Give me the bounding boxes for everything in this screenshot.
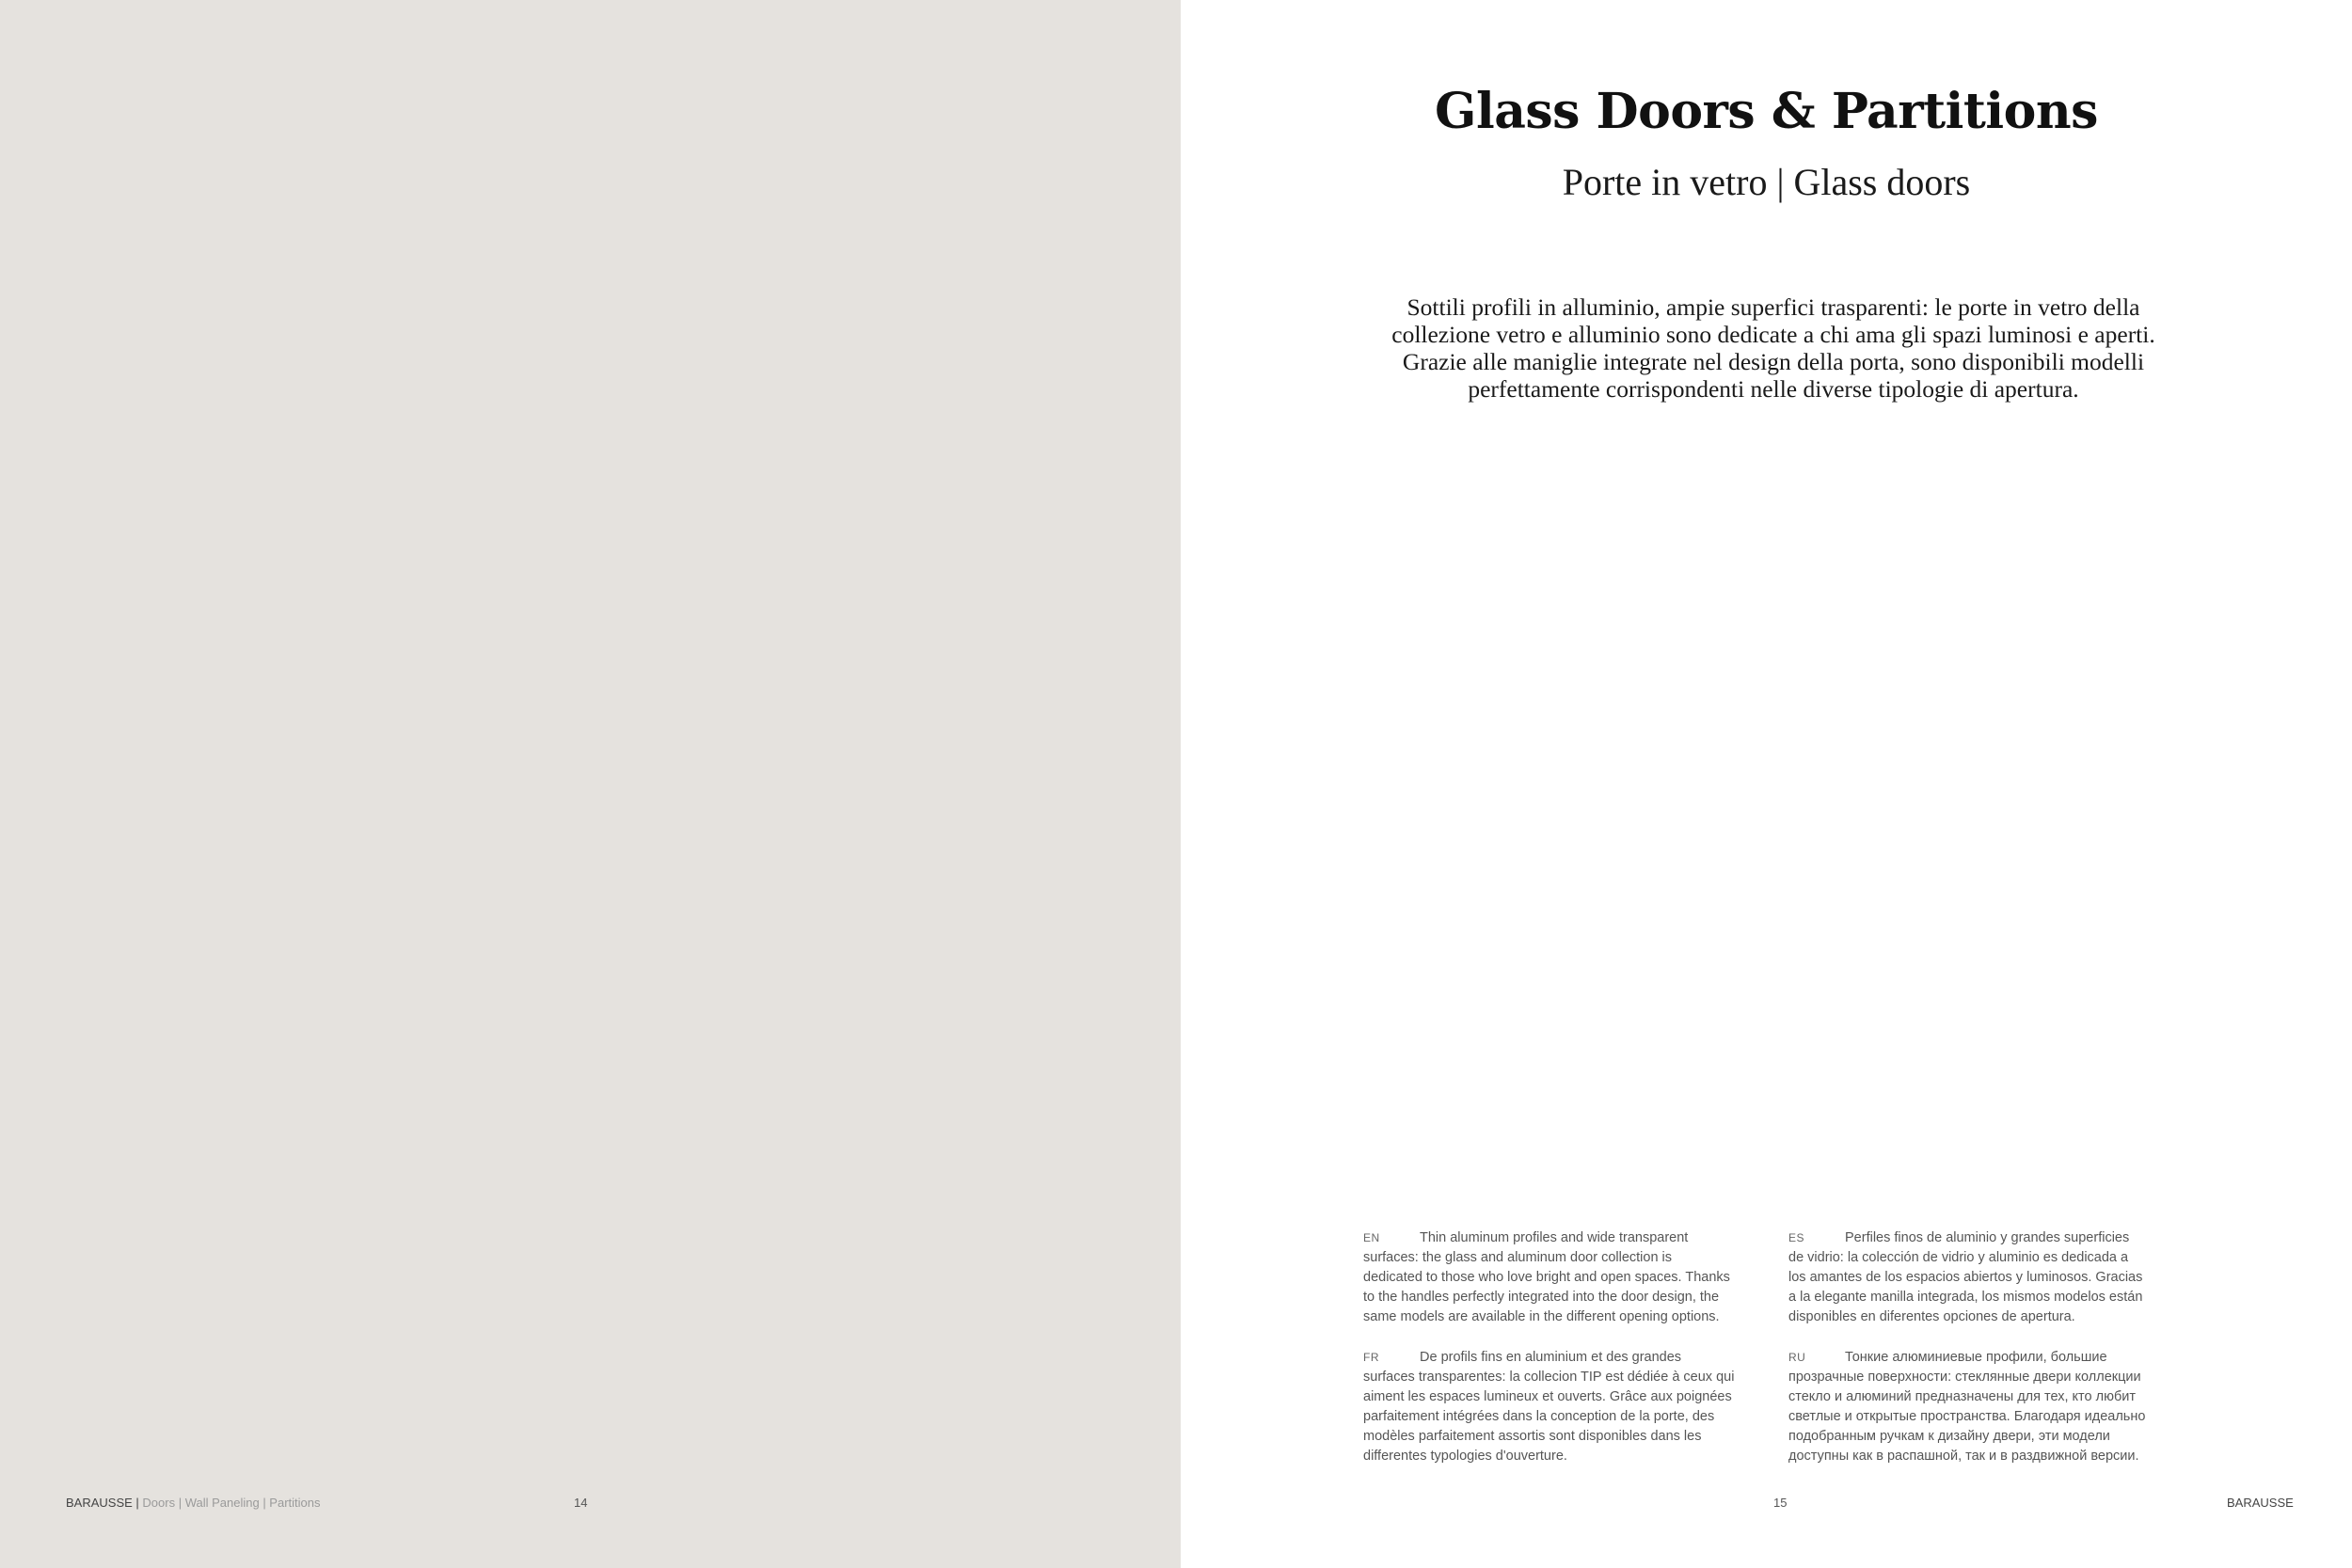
language-code: EN	[1363, 1231, 1380, 1244]
translation-es	[1788, 1228, 2212, 1327]
page-number-left: 14	[574, 1496, 588, 1510]
translation-text: Perfiles finos de aluminio y grandes superficies de vidrio: la colección de vidrio y aluminio es dedicada a los amantes de los espacios abiertos y luminosos. Gracias a la elegante manilla integrada, los mismos modelos están disponibles en diferentes opciones de apertura.	[1788, 1230, 2143, 1324]
left-footer	[66, 1496, 321, 1510]
translation-ru	[1788, 1348, 2212, 1466]
translation-text: Thin aluminum profiles and wide transparent surfaces: the glass and aluminum door collection is dedicated to those who love bright and open spaces. Thanks to the handles perfectly integrated into the door design, the same models are available in the different opening options.	[1363, 1230, 1730, 1324]
intro-paragraph: Sottili profili in alluminio, ampie superfici trasparenti: le porte in vetro della collezione vetro e alluminio sono dedicate a chi ama gli spazi luminosi e aperti. Grazie alle maniglie integrate nel design della porta, sono disponibili modelli perfettamente corrispondenti nelle diverse tipologie di apertura.	[1391, 293, 2155, 403]
page-title: Glass Doors & Partitions	[1435, 83, 2098, 140]
translation-en	[1363, 1228, 1787, 1327]
page-subtitle: Porte in vetro | Glass doors	[1562, 161, 1971, 203]
translation-text: Тонкие алюминиевые профили, большие прозрачные поверхности: стеклянные двери коллекции стекло и алюминий предназначены для тех, кто любит светлые и открытые пространства. Благодаря идеально подобранным ручкам к дизайну двери, эти модели доступны как в распашной, так и в раздвижной версии.	[1788, 1350, 2146, 1464]
language-code: RU	[1788, 1351, 1806, 1364]
page-number-right: 15	[1773, 1496, 1788, 1510]
language-code: ES	[1788, 1231, 1805, 1244]
translation-fr	[1363, 1348, 1787, 1466]
translation-text: De profils fins en aluminium et des grandes surfaces transparentes: la collecion TIP est dédiée à ceux qui aiment les espaces lumineux et ouverts. Grâce aux poignées parfaitement intégrées dans la conception de la porte, des modèles parfaitement assortis sont disponibles dans les differentes typologies d'ouverture.	[1363, 1350, 1735, 1464]
language-code: FR	[1363, 1351, 1379, 1364]
footer-brand: BARAUSSE	[66, 1496, 133, 1510]
right-footer-brand: BARAUSSE	[2227, 1496, 2294, 1510]
footer-separator: |	[132, 1496, 143, 1510]
right-page	[1181, 0, 2352, 1568]
footer-section: Doors | Wall Paneling | Partitions	[142, 1496, 321, 1510]
